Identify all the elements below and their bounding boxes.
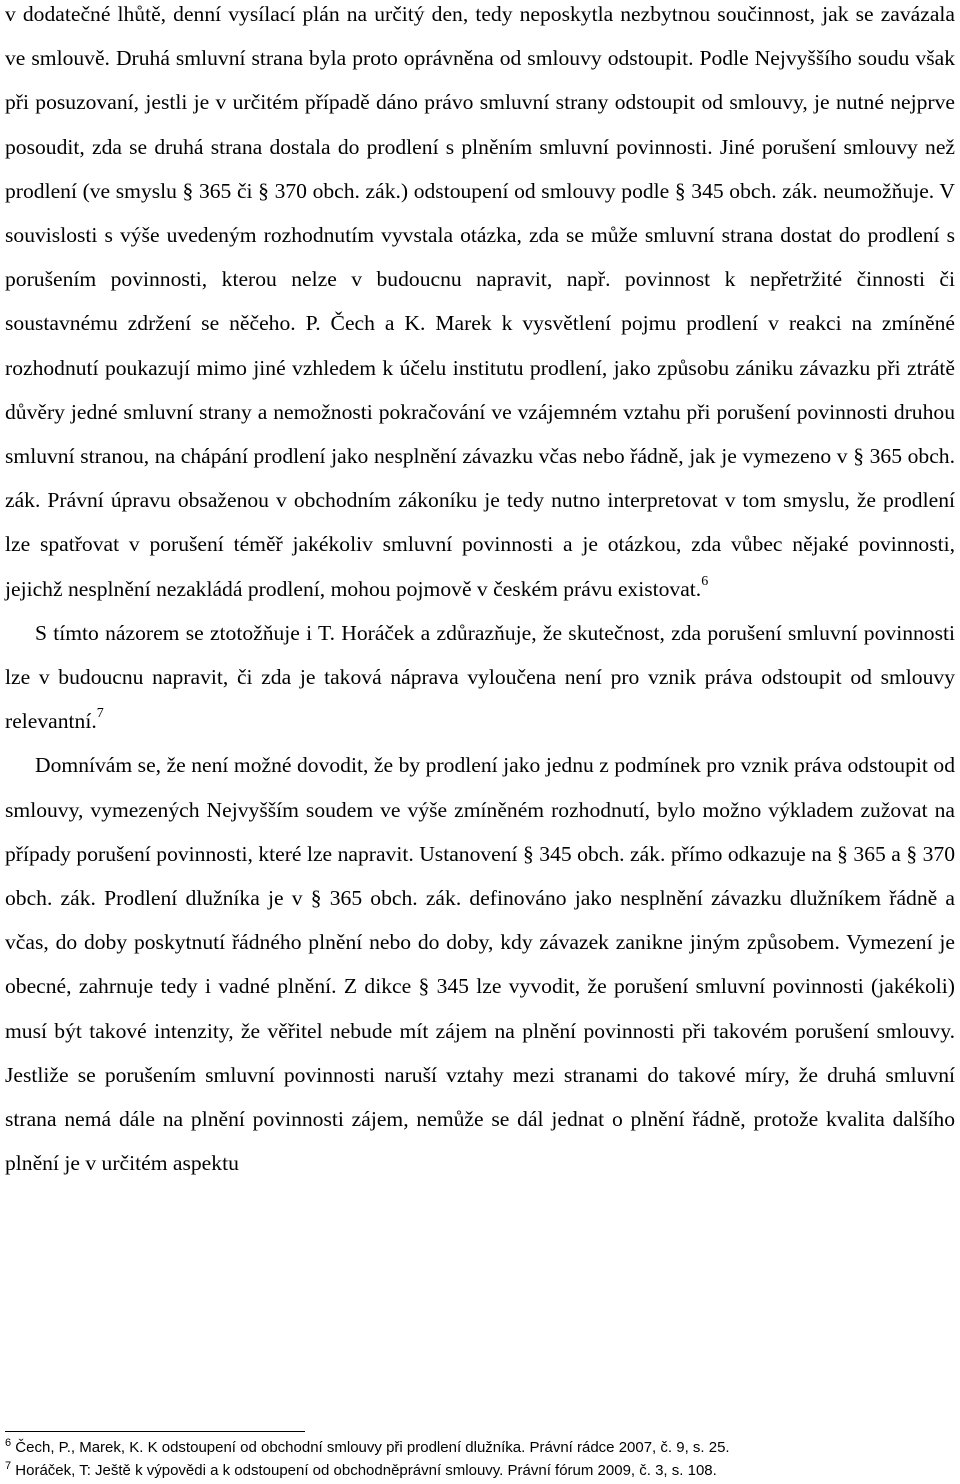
footnote-6 xyxy=(5,1436,955,1459)
footnote-number: 6 xyxy=(5,1437,12,1449)
footnote-text: Čech, P., Marek, K. K odstoupení od obchodní smlouvy při prodlení dlužníka. Právní rádce 2007, č. 9, s. 25. xyxy=(15,1439,730,1456)
footnote-ref-7[interactable]: 7 xyxy=(96,706,104,722)
paragraph-3-text: Domnívám se, že není možné dovodit, že by prodlení jako jednu z podmínek pro vznik práva odstoupit od smlouvy, vymezených Nejvyšším soudem ve výše zmíněném rozhodnutí, bylo možno výkladem zužovat na případy porušení povinnosti, které lze napravit. Ustanovení § 345 obch. zák. přímo odkazuje na § 365 a § 370 obch. zák. Prodlení dlužníka je v § 365 obch. zák. definováno jako nesplnění závazku dlužníkem řádně a včas, do doby poskytnutí řádného plnění nebo do doby, kdy závazek zanikne jiným způsobem. Vymezení je obecné, zahrnuje tedy i vadné plnění. Z dikce § 345 lze vyvodit, že porušení smluvní povinnosti (jakékoli) musí být takové intenzity, že věřitel nebude mít zájem na plnění povinnosti při takovém porušení smlouvy. Jestliže se porušením smluvní povinnosti naruší vztahy mezi stranami do takové míry, že druhá smluvní strana nemá dále na plnění povinnosti zájem, nemůže se dál jednat o plnění řádně, protože kvalita dalšího plnění je v určitém aspektu xyxy=(5,753,955,1176)
footnotes xyxy=(5,1436,955,1482)
footnote-7 xyxy=(5,1459,955,1482)
paragraph-3 xyxy=(5,743,955,1185)
footnote-ref-6[interactable]: 6 xyxy=(701,573,709,589)
document-page xyxy=(5,0,955,1185)
paragraph-2 xyxy=(5,611,955,744)
footnote-separator xyxy=(5,1431,305,1432)
paragraph-2-text: S tímto názorem se ztotožňuje i T. Horáček a zdůrazňuje, že skutečnost, zda porušení smluvní povinnosti lze v budoucnu napravit, či zda je taková náprava vyloučena není pro vznik práva odstoupit od smlouvy relevantní. xyxy=(5,620,955,734)
paragraph-1 xyxy=(5,0,955,611)
paragraph-1-text: v dodatečné lhůtě, denní vysílací plán na určitý den, tedy neposkytla nezbytnou součinnost, jak se zavázala ve smlouvě. Druhá smluvní strana byla proto oprávněna od smlouvy odstoupit. Podle Nejvyššího soudu však při posuzovaní, jestli je v určitém případě dáno právo smluvní strany odstoupit od smlouvy, je nutné nejprve posoudit, zda se druhá strana dostala do prodlení s plněním smluvní povinnosti. Jiné porušení smlouvy než prodlení (ve smyslu § 365 či § 370 obch. zák.) odstoupení od smlouvy podle § 345 obch. zák. neumožňuje. V souvislosti s výše uvedeným rozhodnutím vyvstala otázka, zda se může smluvní strana dostat do prodlení s porušením povinnosti, kterou nelze v budoucnu napravit, např. povinnost k nepřetržité činnosti či soustavnému zdržení se něčeho. P. Čech a K. Marek k vysvětlení pojmu prodlení v reakci na zmíněné rozhodnutí poukazují mimo jiné vzhledem k účelu institutu prodlení, jako způsobu zániku závazku při ztrátě důvěry jedné smluvní strany a nemožnosti pokračování ve vzájemném vztahu při porušení povinnosti druhou smluvní stranou, na chápání prodlení jako nesplnění závazku včas nebo řádně, jak je vymezeno v § 365 obch. zák. Právní úpravu obsaženou v obchodním zákoníku je tedy nutno interpretovat v tom smyslu, že prodlení lze spatřovat v porušení téměř jakékoliv smluvní povinnosti a je otázkou, zda vůbec nějaké povinnosti, jejichž nesplnění nezakládá prodlení, mohou pojmově v českém právu existovat. xyxy=(5,2,955,601)
footnote-number: 7 xyxy=(5,1460,12,1472)
footnote-text: Horáček, T: Ještě k výpovědi a k odstoupení od obchodněprávní smlouvy. Právní fórum 2009, č. 3, s. 108. xyxy=(15,1462,717,1479)
